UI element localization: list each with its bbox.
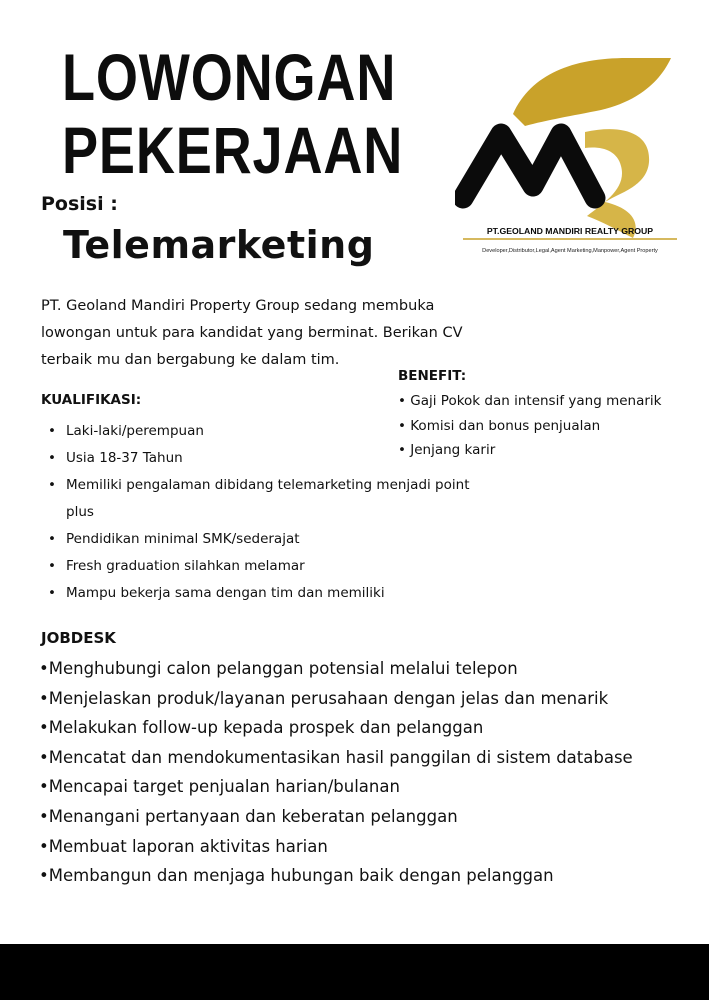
kualifikasi-item: • Laki-laki/perempuan [48,418,478,445]
headline-line-1: LOWONGAN [62,40,397,114]
kualifikasi-item: • Mampu bekerja sama dengan tim dan memiliki [48,580,478,607]
jobdesk-item: •Menjelaskan produk/layanan perusahaan dengan jelas dan menarik [39,688,609,708]
kualifikasi-item: • Memiliki pengalaman dibidang telemarketing menjadi point plus [48,472,478,526]
kualifikasi-item: • Fresh graduation silahkan melamar [48,553,478,580]
jobdesk-item: •Mencatat dan mendokumentasikan hasil panggilan di sistem database [39,747,633,767]
position-label: Posisi : [41,193,118,215]
kualifikasi-list [48,418,478,607]
jobdesk-item: •Melakukan follow-up kepada prospek dan pelanggan [39,718,484,738]
jobdesk-item: •Membangun dan menjaga hubungan baik dengan pelanggan [39,866,554,886]
benefit-item: • Gaji Pokok dan intensif yang menarik [398,393,662,409]
benefit-item: • Komisi dan bonus penjualan [398,417,601,434]
headline-line-2: PEKERJAAN [62,113,404,187]
position-title: Telemarketing [63,223,375,267]
jobdesk-heading: JOBDESK [41,629,116,647]
logo-company-name: PT.GEOLAND MANDIRI REALTY GROUP [486,226,654,236]
benefit-item: • Jenjang karir [398,442,496,458]
benefit-heading: BENEFIT: [398,368,467,384]
kualifikasi-item: • Usia 18-37 Tahun [48,445,478,472]
logo-tagline: Developer,Distributor,Legal,Agent Marketing,Manpower,Agent Property [482,248,658,254]
company-logo [455,52,685,258]
jobdesk-item: •Membuat laporan aktivitas harian [39,836,328,856]
kualifikasi-item: • Pendidikan minimal SMK/sederajat [48,526,478,553]
jobdesk-list [39,654,633,891]
logo-letter-m [463,134,595,198]
kualifikasi-heading: KUALIFIKASI: [41,392,142,408]
intro-paragraph: PT. Geoland Mandiri Property Group sedang membuka lowongan untuk para kandidat yang berminat. Berikan CV terbaik mu dan bergabung ke dalam tim. [41,298,463,368]
logo-gold-wing [513,58,671,126]
jobdesk-item: •Menangani pertanyaan dan keberatan pelanggan [39,806,458,826]
jobdesk-item: •Menghubungi calon pelanggan potensial melalui telepon [39,659,518,678]
footer-band [0,944,709,1000]
jobdesk-item: •Mencapai target penjualan harian/bulanan [39,777,400,797]
